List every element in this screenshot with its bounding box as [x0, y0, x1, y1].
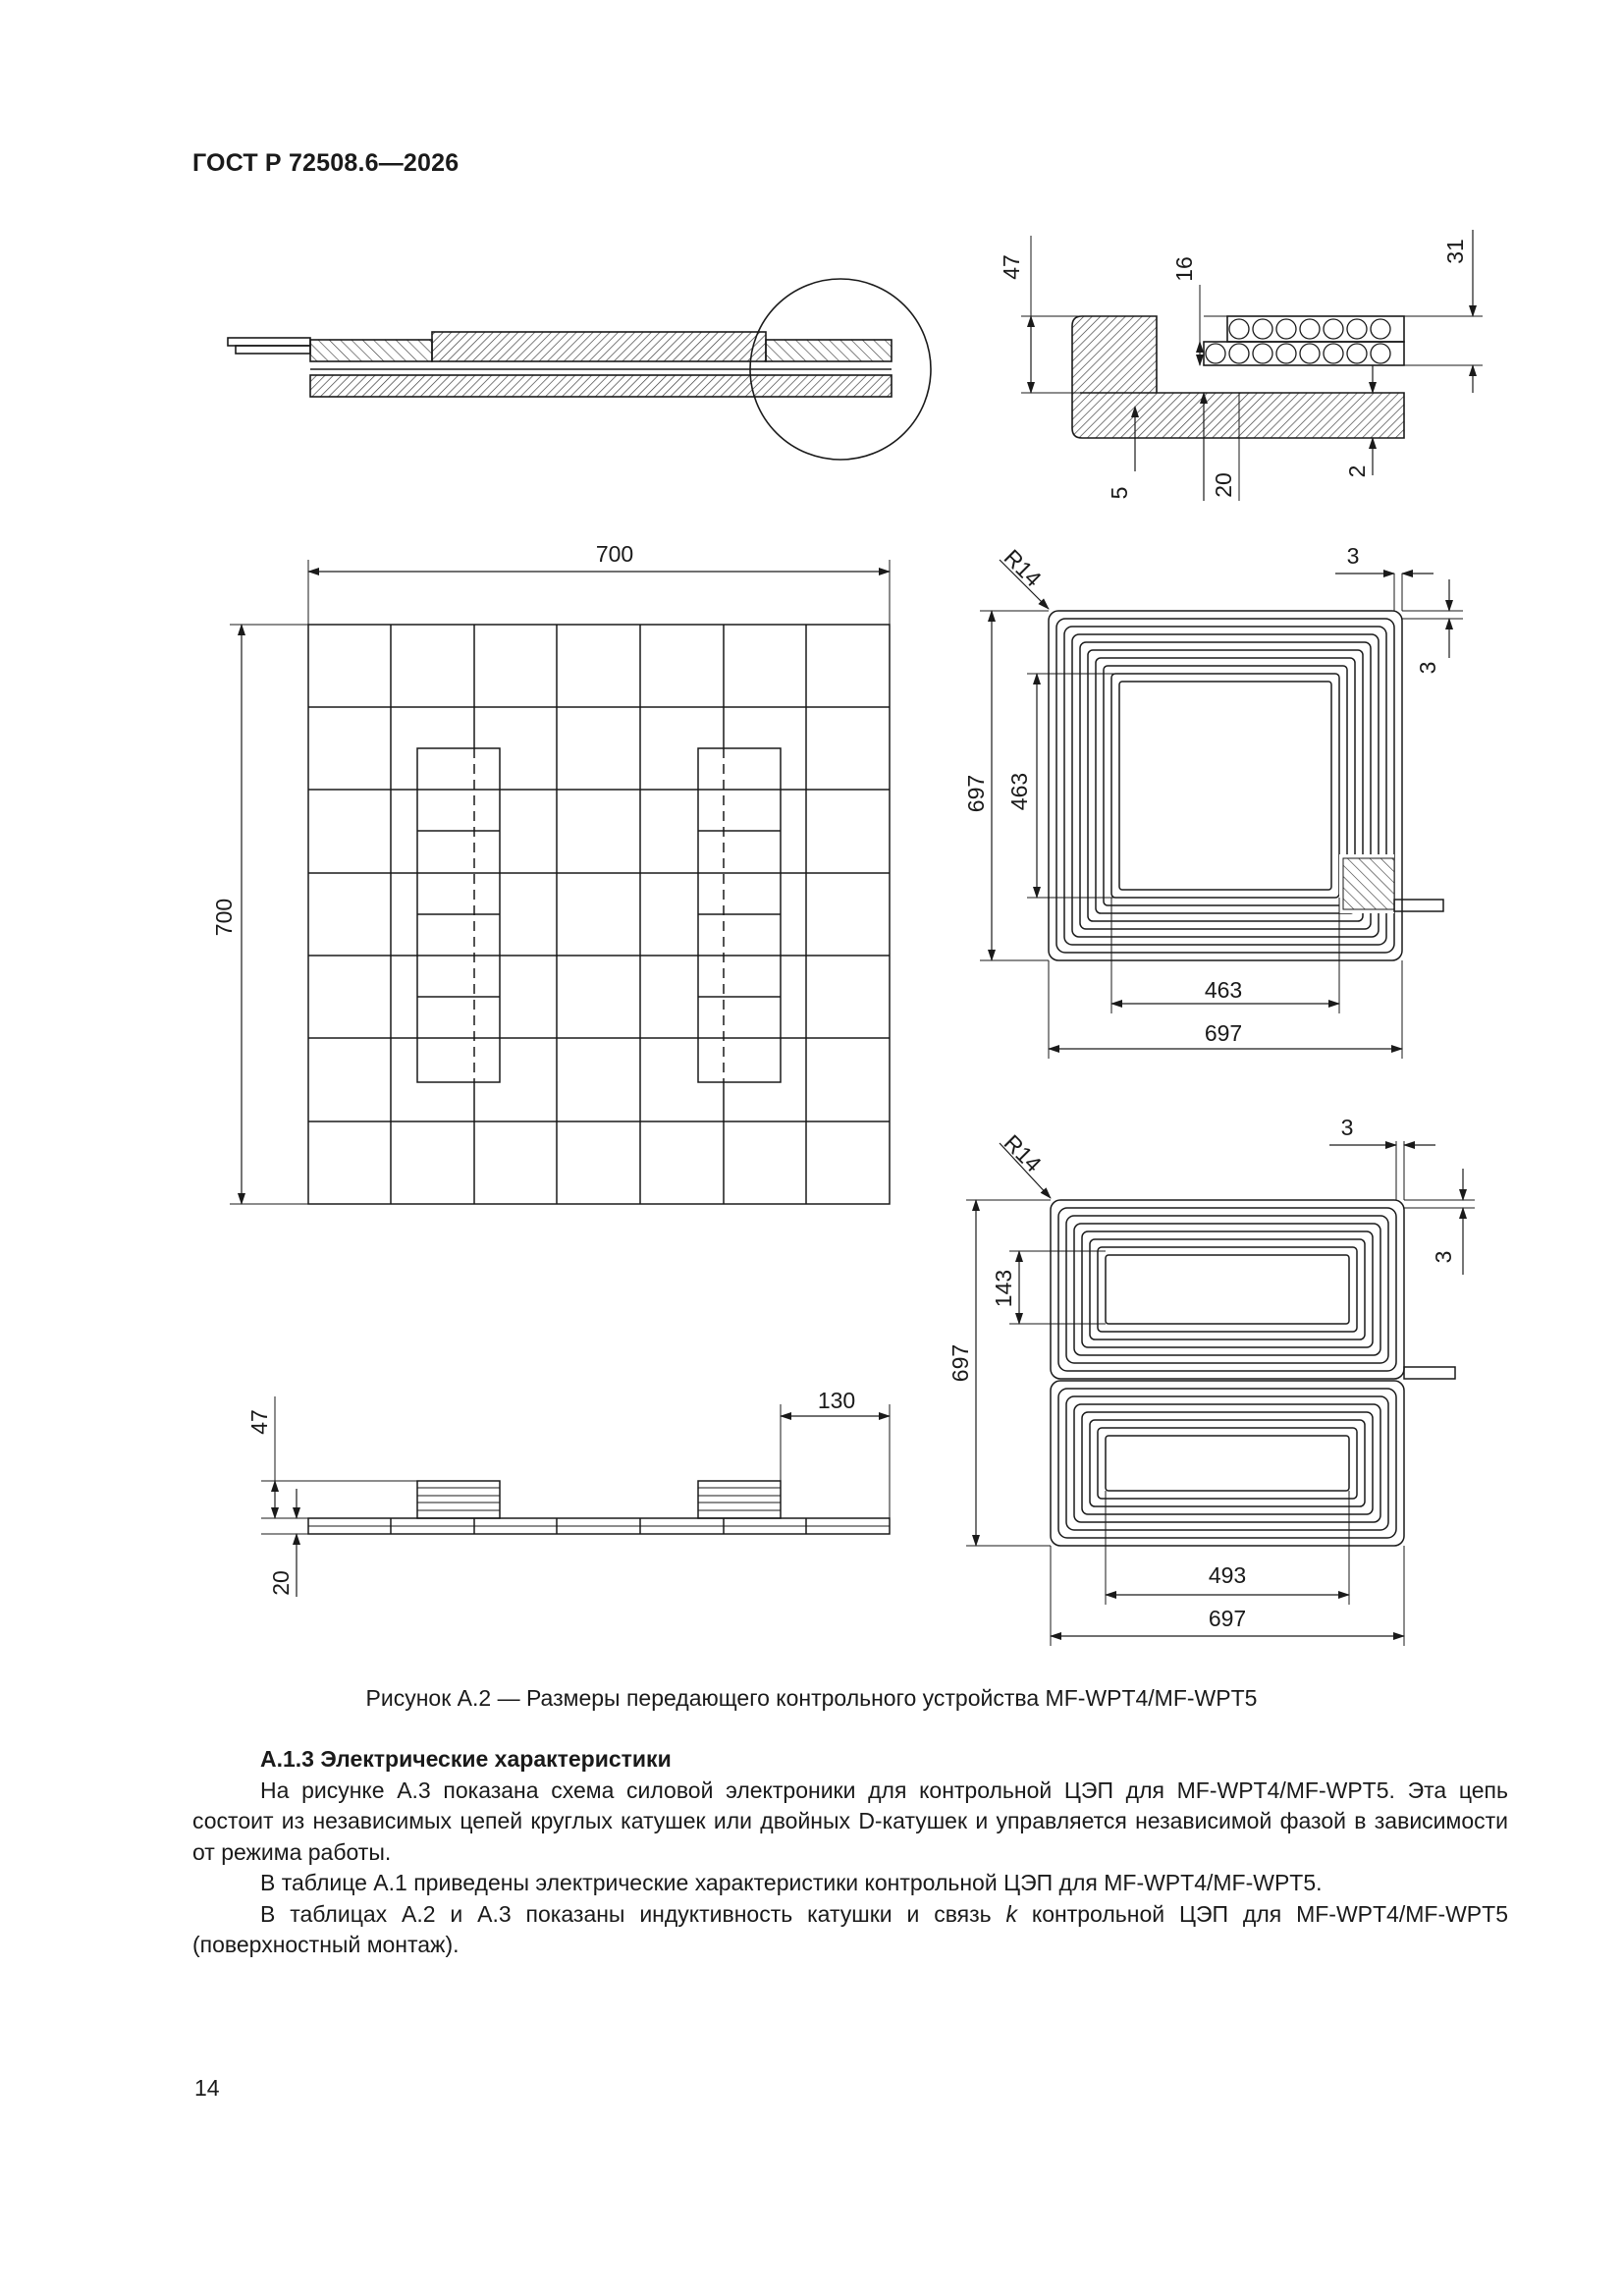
figure-caption: Рисунок А.2 — Размеры передающего контрольного устройства MF-WPT4/MF-WPT5 — [365, 1685, 1258, 1711]
side-section-view — [261, 1396, 890, 1597]
coil2-radius: R14 — [999, 1129, 1047, 1177]
coil1-radius: R14 — [999, 544, 1047, 592]
plan-dim-height: 700 — [211, 898, 237, 937]
detail-dim-47: 47 — [999, 254, 1024, 280]
detail-dim-2: 2 — [1344, 465, 1370, 478]
paragraph-3-start: В таблицах А.2 и А.3 показаны индуктивность катушки и связь — [260, 1900, 1006, 1927]
section-dim-47: 47 — [246, 1409, 272, 1435]
coil1-inner-v: 463 — [1006, 772, 1032, 811]
coil2-outer-v: 697 — [947, 1343, 973, 1383]
paragraph-3 — [192, 1899, 1508, 1961]
section-dim-130: 130 — [817, 1388, 856, 1413]
coil2-outer-h: 697 — [1208, 1606, 1247, 1631]
coil1-gap-side: 3 — [1415, 661, 1440, 675]
paragraph-2: В таблице А.1 приведены электрические характеристики контрольной ЦЭП для MF-WPT4/MF-WPT5. — [260, 1870, 1323, 1895]
coil1-outer-v: 697 — [963, 774, 989, 813]
paragraph-3-italic: k — [1005, 1900, 1018, 1927]
coil2-inner-h: 493 — [1208, 1562, 1247, 1588]
coil1-gap-top: 3 — [1346, 543, 1360, 569]
plan-view-grid — [230, 560, 890, 1204]
section-heading: А.1.3 Электрические характеристики — [260, 1746, 672, 1772]
section-dim-20: 20 — [268, 1570, 294, 1596]
coil2-inner-v: 143 — [991, 1269, 1016, 1308]
cross-section-view — [228, 279, 931, 460]
detail-dim-5: 5 — [1107, 486, 1132, 500]
coil1-outer-h: 697 — [1204, 1020, 1243, 1046]
detail-dim-31: 31 — [1442, 239, 1468, 264]
paragraph-1: На рисунке А.3 показана схема силовой электроники для контрольной ЦЭП для MF-WPT4/MF-WPT5. Эта цепь состоит из независимых цепей круглых катушек или двойных D-катушек и управляется независимой фазой в зависимости от режима работы. — [192, 1777, 1508, 1865]
section-text — [192, 1744, 1508, 1961]
coil1-inner-h: 463 — [1204, 977, 1243, 1003]
detail-view — [1021, 230, 1483, 501]
paragraph-3-end: контрольной ЦЭП для MF-WPT4/MF-WPT5 (поверхностный монтаж). — [192, 1900, 1508, 1957]
plan-dim-width: 700 — [595, 541, 634, 567]
coil2-gap-top: 3 — [1340, 1115, 1354, 1140]
page-number: 14 — [194, 2075, 220, 2101]
coil2-gap-side: 3 — [1431, 1250, 1456, 1264]
detail-dim-20: 20 — [1211, 472, 1236, 498]
detail-dim-16: 16 — [1171, 256, 1197, 282]
document-header: ГОСТ Р 72508.6—2026 — [192, 149, 460, 177]
